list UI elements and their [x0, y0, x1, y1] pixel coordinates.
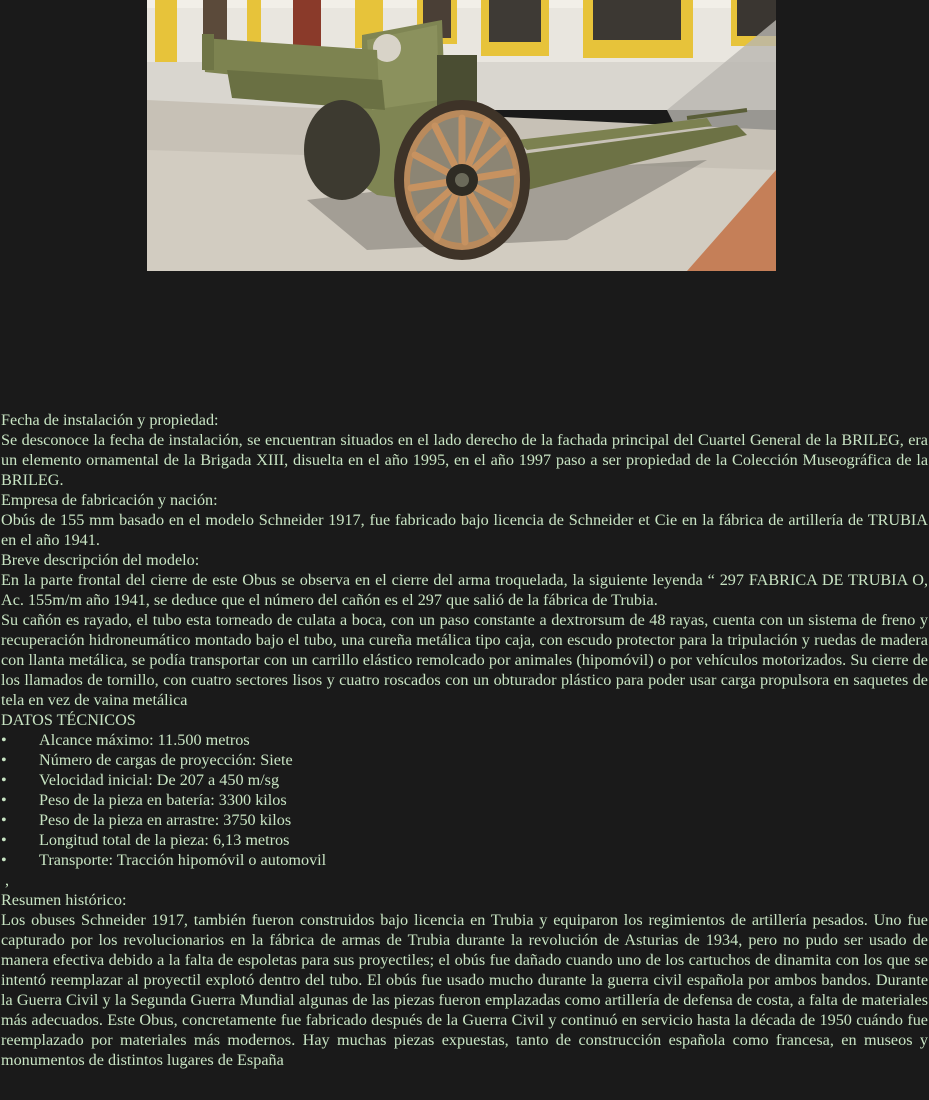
- section-heading-history: Resumen histórico:: [1, 891, 127, 909]
- section-text-manufacturer: Obús de 155 mm basado en el modelo Schneider 1917, fue fabricado bajo licencia de Schneider et Cie en la fábrica de artillería de TRUBIA en el año 1941.: [1, 511, 928, 549]
- list-item: [1, 730, 928, 750]
- section-heading-installation: Fecha de instalación y propiedad:: [1, 411, 219, 429]
- bullet-icon: •: [1, 771, 7, 789]
- bullet-icon: •: [1, 831, 7, 849]
- section-heading-manufacturer: Empresa de fabricación y nación:: [1, 491, 218, 509]
- section-text-description-details: Su cañón es rayado, el tubo esta torneado de culata a boca, con un paso constante a dextrorsum de 48 rayas, cuenta con un sistema de freno y recuperación hidroneumático montado bajo el tubo, una cureña metálica tipo caja, con escudo protector para la tripulación y ruedas de madera con llanta metálica, se podía transportar con un carrillo elástico remolcado por animales (hipomóvil) o por vehículos motorizados. Su cierre de los llamados de tornillo, con cuatro sectores lisos y cuatro roscados con un obturador plástico para poder usar carga propulsora en saquetes de tela en vez de vaina metálica: [1, 611, 928, 709]
- list-item: [1, 850, 928, 870]
- bullet-icon: •: [1, 791, 7, 809]
- bullet-icon: •: [1, 751, 7, 769]
- list-item: [1, 810, 928, 830]
- list-item-text: Peso de la pieza en batería: 3300 kilos: [39, 791, 287, 809]
- list-item-text: Transporte: Tracción hipomóvil o automovil: [39, 851, 327, 869]
- bullet-icon: •: [1, 851, 7, 869]
- list-item: [1, 830, 928, 850]
- bullet-icon: •: [1, 731, 7, 749]
- howitzer-photo-illustration: [147, 0, 776, 271]
- bullet-icon: •: [1, 811, 7, 829]
- technical-data-list: [1, 730, 928, 870]
- list-item-text: Velocidad inicial: De 207 a 450 m/sg: [39, 771, 280, 789]
- list-item: [1, 770, 928, 790]
- list-item-text: Número de cargas de proyección: Siete: [39, 751, 293, 769]
- list-item: [1, 750, 928, 770]
- section-text-history: Los obuses Schneider 1917, también fueron construidos bajo licencia en Trubia y equiparon los regimientos de artillería pesados. Uno fue capturado por los revolucionarios en la fábrica de armas de Trubia durante la revolución de Asturias de 1934, pero no pudo ser usado de manera efectiva debido a la falta de espoletas para sus proyectiles; el obús fue dañado cuando uno de los cartuchos de dinamita con los que se intentó reemplazar al proyectil explotó dentro del tubo. El obús fue usado mucho durante la guerra civil española por ambos bandos. Durante la Guerra Civil y la Segunda Guerra Mundial algunas de las piezas fueron emplazadas como artillería de defensa de costa, a falta de materiales más adecuados. Este Obus, concretamente fue fabricado después de la Guerra Civil y continuó en servicio hasta la década de 1950 cuándo fue reemplazado por materiales más modernos. Hay muchas piezas expuestas, tanto de construcción española como francesa, en museos y monumentos de distintos lugares de España: [1, 911, 928, 1069]
- section-text-description-legend: En la parte frontal del cierre de este Obus se observa en el cierre del arma troquelada, la siguiente leyenda “ 297 FABRICA DE TRUBIA O, Ac. 155m/m año 1941, se deduce que el número del cañón es el 297 que salió de la fábrica de Trubia.: [1, 571, 928, 609]
- article-body: [1, 410, 928, 1070]
- list-item-text: Alcance máximo: 11.500 metros: [39, 731, 250, 749]
- list-item: [1, 790, 928, 810]
- list-item-text: Longitud total de la pieza: 6,13 metros: [39, 831, 290, 849]
- howitzer-photo: [147, 0, 776, 271]
- section-heading-description: Breve descripción del modelo:: [1, 551, 200, 569]
- stray-comma: ,: [5, 871, 10, 889]
- list-item-text: Peso de la pieza en arrastre: 3750 kilos: [39, 811, 292, 829]
- wheel-illustration: [394, 100, 530, 260]
- section-heading-technical-data: DATOS TÉCNICOS: [1, 711, 136, 729]
- section-text-installation: Se desconoce la fecha de instalación, se encuentran situados en el lado derecho de la fachada principal del Cuartel General de la BRILEG, era un elemento ornamental de la Brigada XIII, disuelta en el año 1995, en el año 1997 paso a ser propiedad de la Colección Museográfica de la BRILEG.: [1, 431, 928, 489]
